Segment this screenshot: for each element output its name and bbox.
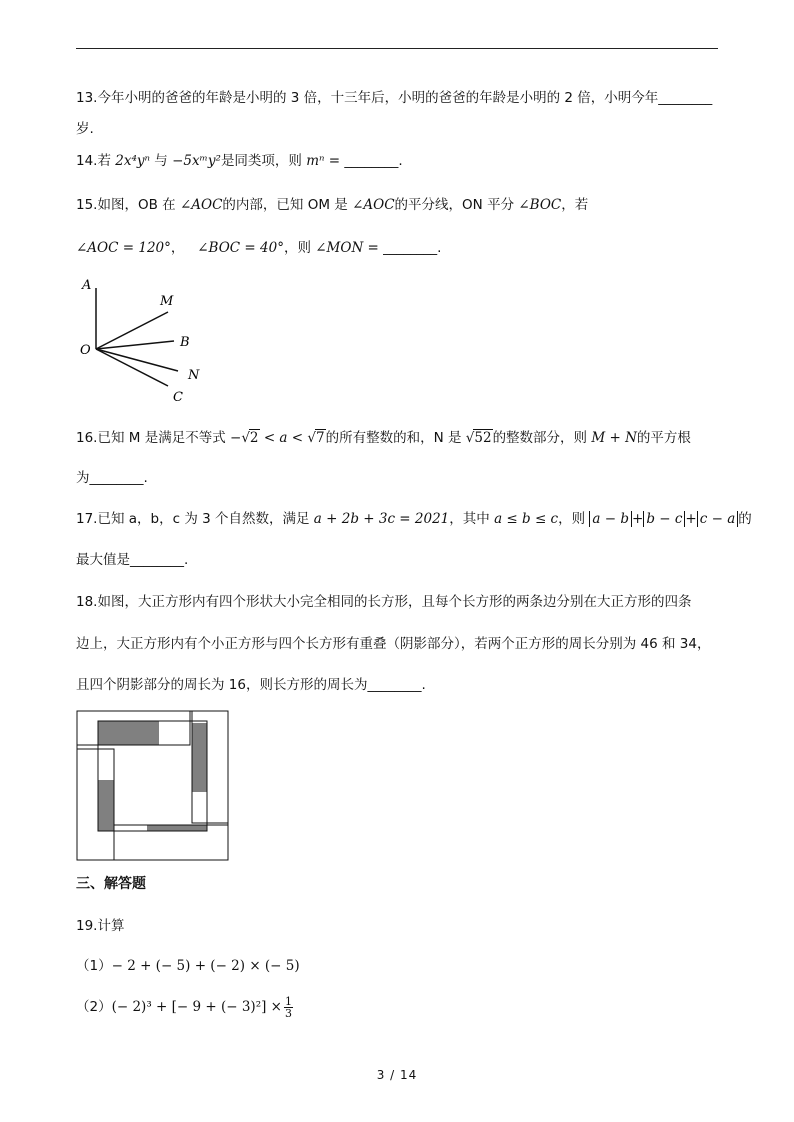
- q16-ineq: < a <: [263, 430, 304, 446]
- q19-p1-expr: − 2 + (− 5) + (− 2) × (− 5): [111, 958, 300, 974]
- q17-text-d: 的: [738, 511, 752, 527]
- q15-text-d: ，若: [561, 197, 589, 213]
- q15-text-c: 的平分线，ON 平分: [394, 197, 515, 213]
- ray-on: [96, 349, 178, 371]
- q15-text-a: 15.如图，OB 在: [76, 197, 176, 213]
- q17-eq: a + 2b + 3c = 2021: [313, 511, 450, 527]
- q19-p1-label: （1）: [76, 958, 112, 974]
- q15-line1: [76, 195, 588, 215]
- q14-term1: 2x⁴yⁿ: [115, 153, 150, 169]
- q14-line: [76, 151, 403, 171]
- q15-angle-aoc-2: ∠AOC: [352, 197, 395, 213]
- q17-ineq: a ≤ b ≤ c: [494, 511, 559, 527]
- label-b: B: [180, 335, 190, 350]
- q15-angle-boc: ∠BOC: [518, 197, 562, 213]
- q14-term2: −5xᵐy²: [172, 153, 221, 169]
- q13-line1: 13.今年小明的爸爸的年龄是小明的 3 倍，十三年后，小明的爸爸的年龄是小明的 2 倍，小明今年________: [76, 90, 713, 106]
- q14-expr: mⁿ =: [306, 153, 341, 169]
- shade-bottom: [147, 825, 207, 831]
- q14-blank: ________.: [344, 153, 403, 169]
- shade-left: [98, 780, 114, 831]
- q17-text-c: ，则: [558, 511, 586, 527]
- q17-plus2: +: [685, 511, 697, 527]
- q16-neg: −: [230, 430, 242, 446]
- q15-text-b: 的内部，已知 OM 是: [222, 197, 348, 213]
- q17-line2: 最大值是________.: [76, 552, 189, 568]
- page-number: 3 / 14: [376, 1068, 418, 1082]
- q18-line3: 且四个阴影部分的周长为 16，则长方形的周长为________.: [76, 677, 426, 693]
- q16-line1: 16.已知 M 是满足不等式 −√2 < a < √7的所有整数的和，N 是 √52的整数部分，则 M + N的平方根: [76, 430, 691, 446]
- fraction-numerator: 1: [285, 994, 292, 1008]
- squares-figure: [76, 710, 230, 862]
- q15-angle-aoc: ∠AOC: [179, 197, 223, 213]
- q16-text-a: 16.已知 M 是满足不等式: [76, 430, 226, 446]
- q16-sqrt7: 7: [315, 430, 325, 446]
- q14-mid: 与: [154, 153, 168, 169]
- q14-prefix: 14.若: [76, 153, 111, 169]
- shade-right: [192, 723, 207, 792]
- label-m: M: [160, 294, 174, 309]
- q17-text-b: ，其中: [449, 511, 490, 527]
- q19-p2-label: （2）: [76, 999, 112, 1015]
- q16-text-b: 的所有整数的和，N 是: [325, 430, 462, 446]
- q17-abs2: b − c: [643, 511, 685, 527]
- q16-sqrt52: 52: [474, 430, 492, 446]
- q17-abs1: a − b: [589, 511, 632, 527]
- shade-top: [98, 721, 159, 745]
- ray-oc: [96, 349, 168, 386]
- q13-line2: 岁.: [76, 121, 94, 137]
- label-c: C: [173, 390, 183, 405]
- label-a: A: [82, 278, 92, 293]
- q14-suffix: 是同类项，则: [220, 153, 302, 169]
- q19-title: 19.计算: [76, 918, 125, 934]
- q19-part2: [76, 994, 293, 1020]
- label-o: O: [80, 343, 91, 358]
- q18-line2: 边上，大正方形内有个小正方形与四个长方形有重叠（阴影部分），若两个正方形的周长分别为 46 和 34，: [76, 636, 711, 652]
- section-heading: 三、解答题: [76, 876, 146, 892]
- q19-p2-expr: (− 2)³ + [− 9 + (− 3)²] ×: [111, 999, 282, 1015]
- label-n: N: [188, 368, 200, 383]
- q17-abs3: c − a: [697, 511, 739, 527]
- angle-figure: [70, 270, 220, 410]
- q15-blank: ________.: [383, 240, 442, 256]
- q15-then: ，则: [283, 240, 311, 256]
- q18-line1: 18.如图，大正方形内有四个形状大小完全相同的长方形，且每个长方形的两条边分别在大正方形的四条: [76, 594, 692, 610]
- q16-text-d: 的平方根: [636, 430, 691, 446]
- q17-text-a: 17.已知 a，b，c 为 3 个自然数，满足: [76, 511, 310, 527]
- q16-mn: M + N: [591, 430, 637, 446]
- q16-sqrt2: 2: [249, 430, 259, 446]
- q15-ask: ∠MON =: [315, 240, 379, 256]
- q15-comma: ，: [170, 240, 185, 256]
- q17-line1: [76, 509, 752, 529]
- fraction-denominator: 3: [285, 1006, 292, 1020]
- q15-cond1: ∠AOC = 120°: [76, 240, 171, 256]
- q17-plus1: +: [632, 511, 644, 527]
- q16-line2: 为________.: [76, 470, 148, 486]
- q16-text-c: 的整数部分，则: [492, 430, 588, 446]
- header-rule: [76, 48, 718, 49]
- q15-line2: [76, 238, 441, 258]
- q19-part1: [76, 956, 300, 976]
- q19-p2-fraction: [284, 996, 293, 1019]
- q15-cond2: ∠BOC = 40°: [197, 240, 284, 256]
